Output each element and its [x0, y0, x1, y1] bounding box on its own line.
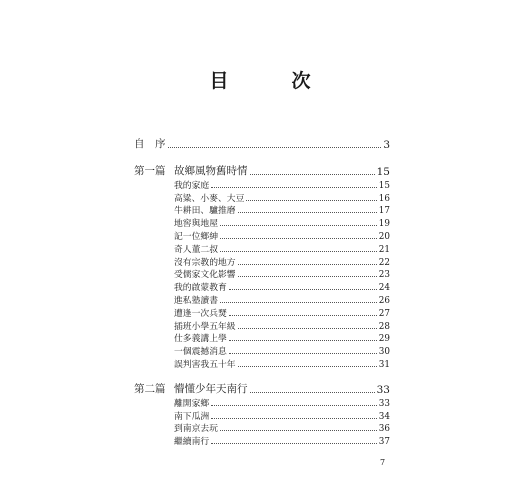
leader-dots: [211, 186, 377, 188]
leader-dots: [220, 250, 377, 252]
toc-entry-page: 33: [378, 398, 390, 409]
part-label: 第一篇: [134, 165, 166, 177]
toc-entry-page: 33: [376, 383, 390, 396]
toc-entry-title: 插班小學五年級: [174, 321, 236, 332]
toc-entry-page: 37: [378, 437, 390, 448]
toc-entry[interactable]: [134, 204, 390, 217]
toc-entry-title: 仕多義講上學: [174, 334, 227, 345]
toc-entry[interactable]: [134, 191, 390, 204]
toc-entry-page: 28: [378, 321, 390, 332]
toc-entry-page: 21: [378, 244, 390, 255]
table-of-contents: [134, 135, 390, 447]
leader-dots: [220, 301, 377, 303]
toc-entry-page: 17: [378, 206, 390, 217]
leader-dots: [238, 263, 377, 265]
leader-dots: [220, 224, 377, 226]
leader-dots: [229, 314, 377, 316]
toc-entry-page: 22: [378, 257, 390, 268]
toc-entry-page: 20: [378, 231, 390, 242]
toc-heading: 目 次: [209, 70, 333, 92]
toc-entry[interactable]: [134, 344, 390, 357]
toc-entry-page: 29: [378, 334, 390, 345]
toc-entry-page: 34: [378, 411, 390, 422]
toc-entry-title: 進私塾讀書: [174, 295, 218, 306]
toc-entry[interactable]: [134, 409, 390, 422]
toc-entry-title: 一個震撼消息: [174, 347, 227, 358]
toc-entry-title: 高粱、小麥、大豆: [174, 193, 245, 204]
toc-entry[interactable]: [134, 178, 390, 191]
toc-entry-title: 到南京去玩: [174, 424, 218, 435]
toc-entry-page: 36: [378, 424, 390, 435]
toc-entry-page: 15: [376, 166, 390, 178]
leader-dots: [229, 352, 377, 354]
toc-part-heading[interactable]: [134, 380, 390, 396]
toc-entry-page: 16: [378, 193, 390, 204]
toc-entry-title: 我的啟蒙教育: [174, 283, 227, 294]
toc-entry-page: 23: [378, 270, 390, 281]
toc-entry-title: 記一位鄉紳: [174, 231, 218, 242]
leader-dots: [168, 146, 382, 148]
toc-entry[interactable]: [134, 357, 390, 370]
toc-entry-title: 懵懂少年天南行: [174, 382, 248, 395]
leader-dots: [250, 391, 375, 393]
leader-dots: [211, 404, 377, 406]
toc-entry-page: 30: [378, 347, 390, 358]
toc-entry[interactable]: [134, 434, 390, 447]
toc-entry-title: 南下瓜洲: [174, 411, 210, 422]
toc-entry[interactable]: [134, 280, 390, 293]
toc-entry-page: 27: [378, 308, 390, 319]
toc-entry[interactable]: [134, 332, 390, 345]
leader-dots: [250, 173, 375, 175]
toc-entry-title: 遭逢一次兵燹: [174, 308, 227, 319]
toc-entry-title: 誤判害我五十年: [174, 359, 236, 370]
toc-entry-page: 31: [378, 359, 390, 370]
toc-entry-title: 離開家鄉: [174, 398, 210, 409]
toc-entry[interactable]: [134, 268, 390, 281]
leader-dots: [229, 288, 377, 290]
toc-entry[interactable]: [134, 319, 390, 332]
page-number: 7: [380, 458, 386, 467]
leader-dots: [211, 442, 377, 444]
toc-entry-title: 受儒家文化影響: [174, 270, 236, 281]
toc-entry-title: 地窖與地屋: [174, 219, 218, 230]
toc-entry[interactable]: [134, 216, 390, 229]
leader-dots: [229, 339, 377, 341]
toc-entry[interactable]: [134, 306, 390, 319]
leader-dots: [238, 211, 377, 213]
toc-entry-page: 3: [383, 139, 390, 151]
toc-entry-page: 15: [378, 180, 390, 191]
toc-entry-preface[interactable]: [134, 135, 390, 151]
toc-entry-page: 19: [378, 219, 390, 230]
toc-entry-title: 我的家庭: [174, 180, 210, 191]
toc-entry-page: 24: [378, 283, 390, 294]
leader-dots: [238, 365, 377, 367]
toc-entry[interactable]: [134, 229, 390, 242]
toc-entry[interactable]: [134, 396, 390, 409]
leader-dots: [238, 275, 377, 277]
toc-entry-title: 繼續南行: [174, 437, 210, 448]
toc-entry-title: 故鄉風物舊時情: [174, 165, 248, 177]
leader-dots: [246, 199, 376, 201]
toc-entry-page: 26: [378, 295, 390, 306]
toc-entry-title: 奇人董二叔: [174, 244, 218, 255]
toc-entry[interactable]: [134, 293, 390, 306]
part-label: 第二篇: [134, 382, 166, 395]
toc-entry[interactable]: [134, 255, 390, 268]
leader-dots: [220, 237, 377, 239]
toc-entry-title: 沒有宗教的地方: [174, 257, 236, 268]
leader-dots: [238, 327, 377, 329]
toc-entry-title: 牛耕田、驢推磨: [174, 206, 236, 217]
leader-dots: [211, 417, 377, 419]
toc-entry-title: 自 序: [134, 138, 166, 150]
toc-entry[interactable]: [134, 242, 390, 255]
leader-dots: [220, 429, 377, 431]
toc-entry[interactable]: [134, 422, 390, 435]
toc-part-heading[interactable]: [134, 162, 390, 178]
